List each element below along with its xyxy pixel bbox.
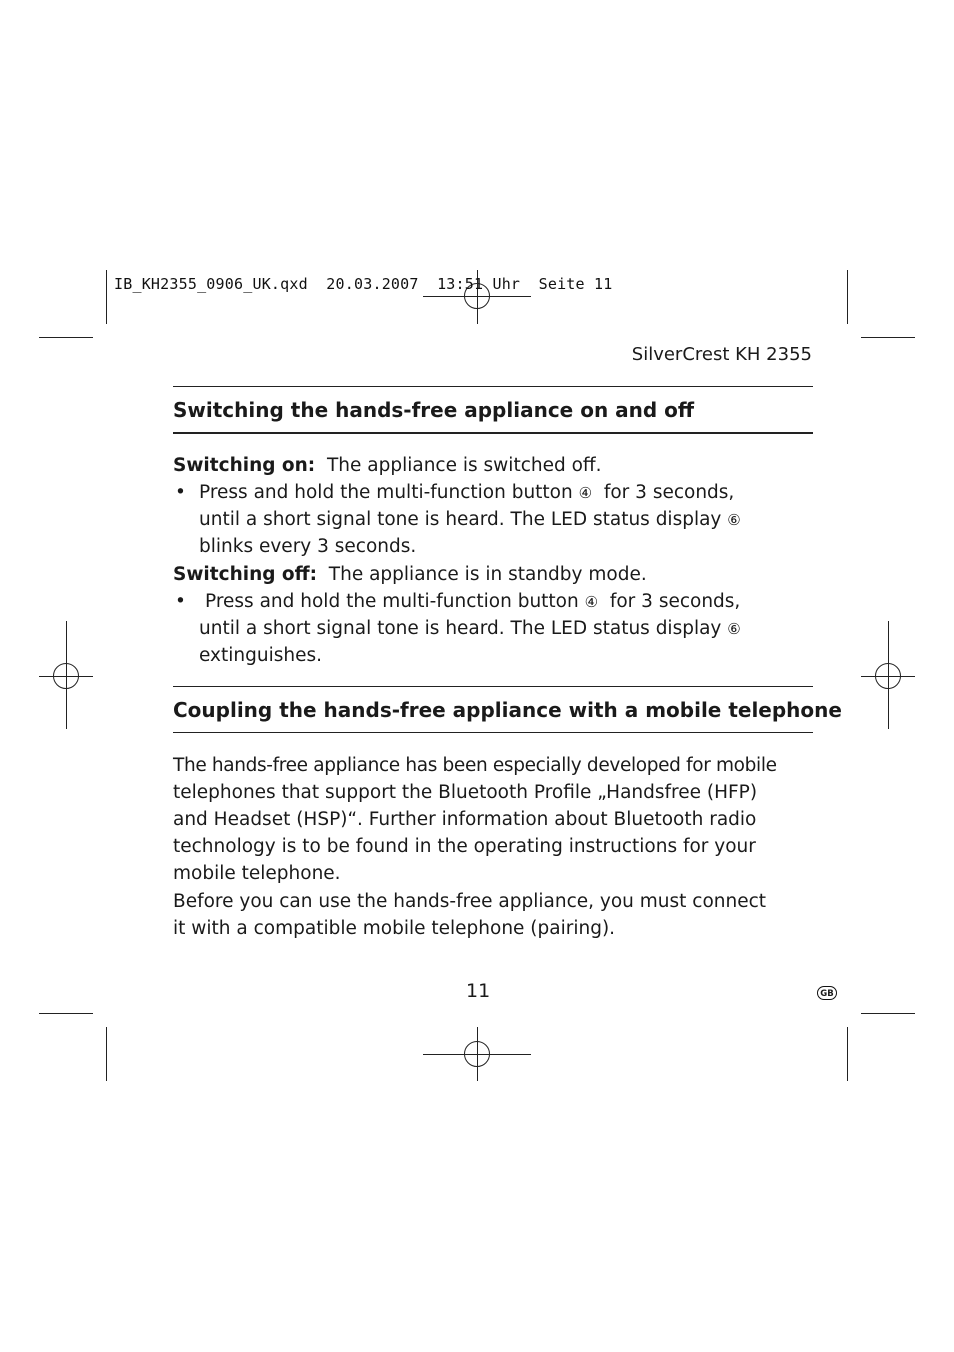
off-bullet-text: until a short signal tone is heard. The LED status display <box>199 618 722 639</box>
ref-4-icon: ④ <box>584 593 599 611</box>
switching-on-label: Switching on: <box>173 455 316 476</box>
section-rule-top <box>173 386 813 387</box>
crop-mark <box>39 337 93 338</box>
crop-mark <box>39 1013 93 1014</box>
ref-6-icon: ⑥ <box>727 620 741 638</box>
off-bullet-text: Press and hold the multi-function button <box>205 591 579 612</box>
crop-mark <box>861 1013 915 1014</box>
brand-header: SilverCrest KH 2355 <box>631 344 812 365</box>
crop-mark <box>106 270 107 324</box>
on-bullet-text: Press and hold the multi-function button <box>199 482 573 503</box>
print-slug: IB_KH2355_0906_UK.qxd 20.03.2007 13:51 Uhr Seite 11 <box>114 275 613 293</box>
switching-off-label: Switching off: <box>173 564 318 585</box>
switching-on-line <box>173 455 602 476</box>
ref-4-icon: ④ <box>578 484 593 502</box>
crop-mark <box>847 1027 848 1081</box>
register-circle <box>53 663 79 689</box>
register-circle <box>464 1041 490 1067</box>
on-bullet-text: until a short signal tone is heard. The LED status display <box>199 509 722 530</box>
body-line: telephones that support the Bluetooth Profile „Handsfree (HFP) <box>173 782 758 803</box>
page-number: 11 <box>466 980 491 1002</box>
register-circle <box>875 663 901 689</box>
off-bullet-line-1 <box>205 591 740 612</box>
bullet-symbol: • <box>175 482 186 503</box>
section-rule-bottom <box>173 732 813 733</box>
ref-6-icon: ⑥ <box>727 511 741 529</box>
section-heading-switching: Switching the hands-free appliance on and off <box>173 398 695 422</box>
on-bullet-text: for 3 seconds, <box>603 482 735 503</box>
switching-off-line <box>173 564 647 585</box>
language-badge: GB <box>817 986 837 1000</box>
crop-mark <box>861 337 915 338</box>
section-rule-top <box>173 686 813 687</box>
switching-off-text: The appliance is in standby mode. <box>328 564 647 585</box>
crop-mark <box>106 1027 107 1081</box>
bullet-symbol: • <box>175 591 186 612</box>
body-line: it with a compatible mobile telephone (pairing). <box>173 918 616 939</box>
on-bullet-line-2 <box>199 509 741 530</box>
body-line: mobile telephone. <box>173 863 341 884</box>
crop-mark <box>847 270 848 324</box>
body-line: The hands-free appliance has been especially developed for mobile <box>173 755 777 776</box>
section-rule-bottom <box>173 432 813 434</box>
switching-on-text: The appliance is switched off. <box>326 455 602 476</box>
off-bullet-text: for 3 seconds, <box>609 591 741 612</box>
section-heading-coupling: Coupling the hands-free appliance with a mobile telephone <box>173 698 842 722</box>
body-line: Before you can use the hands-free appliance, you must connect <box>173 891 767 912</box>
on-bullet-line-3: blinks every 3 seconds. <box>199 536 417 557</box>
on-bullet-line-1 <box>199 482 734 503</box>
off-bullet-line-3: extinguishes. <box>199 645 322 666</box>
body-line: and Headset (HSP)“. Further information about Bluetooth radio <box>173 809 757 830</box>
body-line: technology is to be found in the operating instructions for your <box>173 836 756 857</box>
off-bullet-line-2 <box>199 618 741 639</box>
